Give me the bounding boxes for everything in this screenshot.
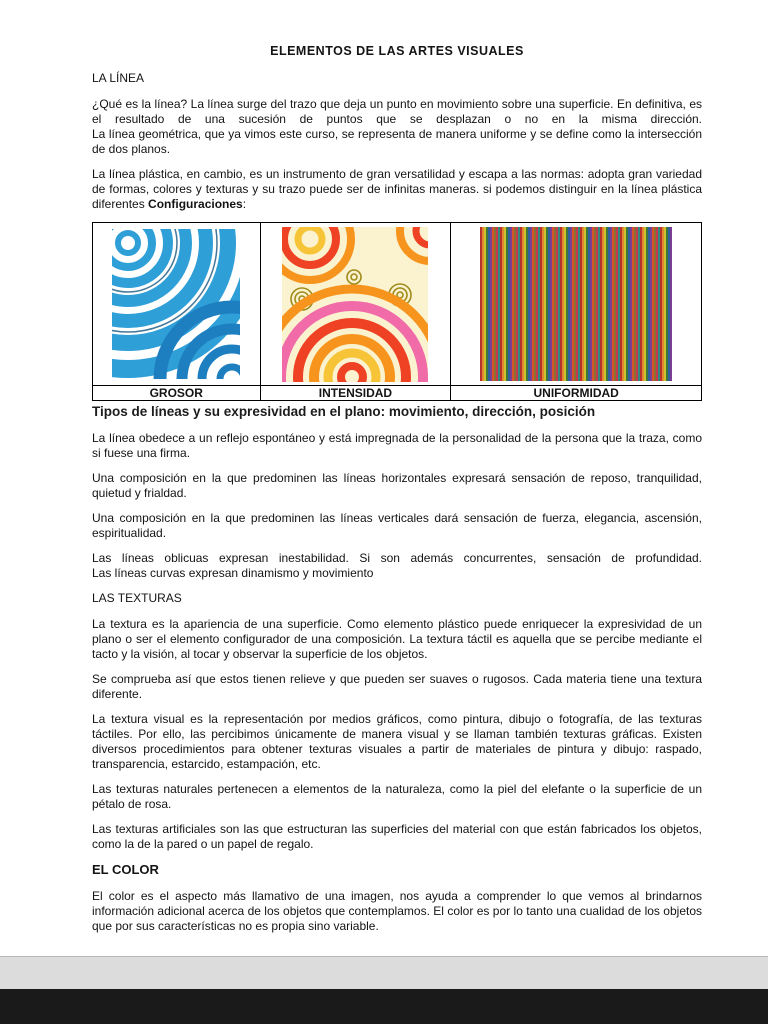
paragraph-tipos-4 — [92, 551, 702, 581]
paragraph-tipos-3: Una composición en la que predominen las líneas verticales dará sensación de fuerza, elegancia, ascensión, espiritualidad. — [92, 511, 702, 540]
paragraph-texturas-2: Se comprueba así que estos tienen relieve y que pueden ser suaves o rugosos. Cada materia tiene una textura diferente. — [92, 672, 702, 701]
paragraph-texturas-5: Las texturas artificiales son las que estructuran las superficies del material con que están fabricados los objetos, como la de la pared o un papel de regalo. — [92, 822, 702, 851]
intensidad-image — [282, 227, 428, 382]
heading-tipos-de-lineas: Tipos de líneas y su expresividad en el plano: movimiento, dirección, posición — [92, 404, 596, 419]
paragraph-tipos-2: Una composición en la que predominen las líneas horizontales expresará sensación de reposo, tranquilidad, quietud y frialdad. — [92, 471, 702, 500]
paragraph-linea-2-text: La línea plástica, en cambio, es un instrumento de gran versatilidad y escapa a las normas: adopta gran variedad de formas, colores y texturas y su trazo puede ser de infinitas maneras. si podemos distinguir en la línea plástica diferentes — [92, 167, 702, 211]
figure-image-row — [93, 223, 702, 386]
configuraciones-bold: Configuraciones — [148, 197, 243, 211]
paragraph-linea-2 — [92, 167, 702, 212]
paragraph-color-1: El color es el aspecto más llamativo de una imagen, nos ayuda a comprender lo que vemos al brindarnos información adicional acerca de los objetos que contemplamos. El color es por lo tanto una cualidad de los objetos que por sus características no es propia sino variable. — [92, 889, 702, 933]
caption-intensidad: INTENSIDAD — [260, 386, 451, 401]
paragraph-texturas-1: La textura es la apariencia de una superficie. Como elemento plástico puede enriquecer la expresividad de un plano o ser el elemento configurador de una composición. La textura táctil es aquella que se percibe mediante el tacto y la visión, al tocar y observar la superficie de los objetos. — [92, 617, 702, 661]
figure-cell-grosor — [93, 223, 261, 386]
paragraph-texturas-4: Las texturas naturales pertenecen a elementos de la naturaleza, como la piel del elefante o la superficie de un pétalo de rosa. — [92, 782, 702, 811]
section-heading-el-color: EL COLOR — [92, 862, 159, 877]
paragraph-linea-1b: La línea geométrica, que ya vimos este curso, se representa de manera uniforme y se define como la intersección de dos planos. — [92, 127, 702, 156]
viewer-footer-bar — [0, 989, 768, 1024]
paragraph-tipos-4a: Las líneas oblicuas expresan inestabilidad. Si son además concurrentes, sensación de profundidad. — [92, 551, 702, 565]
grosor-image — [112, 229, 240, 379]
section-heading-las-texturas: LAS TEXTURAS — [92, 591, 182, 605]
paragraph-tipos-4b: Las líneas curvas expresan dinamismo y movimiento — [92, 566, 374, 580]
paragraph-linea-1a: ¿Qué es la línea? La línea surge del trazo que deja un punto en movimiento sobre una superficie. En definitiva, es el resultado de una sucesión de puntos que se desplazan o no en la misma dirección. — [92, 97, 702, 126]
paragraph-linea-2-colon: : — [242, 197, 247, 211]
viewer-background-gap — [0, 956, 768, 989]
figure-cell-uniformidad — [451, 223, 702, 386]
figure-caption-row — [93, 386, 702, 401]
caption-uniformidad: UNIFORMIDAD — [451, 386, 702, 401]
page-title: ELEMENTOS DE LAS ARTES VISUALES — [270, 44, 524, 58]
figure-cell-intensidad — [260, 223, 451, 386]
paragraph-linea-1 — [92, 97, 702, 157]
caption-grosor: GROSOR — [93, 386, 261, 401]
paragraph-tipos-1: La línea obedece a un reflejo espontáneo y está impregnada de la personalidad de la persona que la traza, como si fuese una firma. — [92, 431, 702, 460]
figure-table — [92, 222, 702, 401]
paragraph-texturas-3: La textura visual es la representación por medios gráficos, como pintura, dibujo o fotografía, de las texturas táctiles. Por ello, las percibimos únicamente de manera visual y se llaman también texturas gráficas. Existen diversos procedimientos para obtener texturas visuales a partir de materiales de pintura y dibujo: raspado, transparencia, estarcido, estampación, etc. — [92, 712, 702, 771]
uniformidad-image — [480, 227, 672, 381]
section-heading-la-linea: LA LÍNEA — [92, 71, 145, 85]
